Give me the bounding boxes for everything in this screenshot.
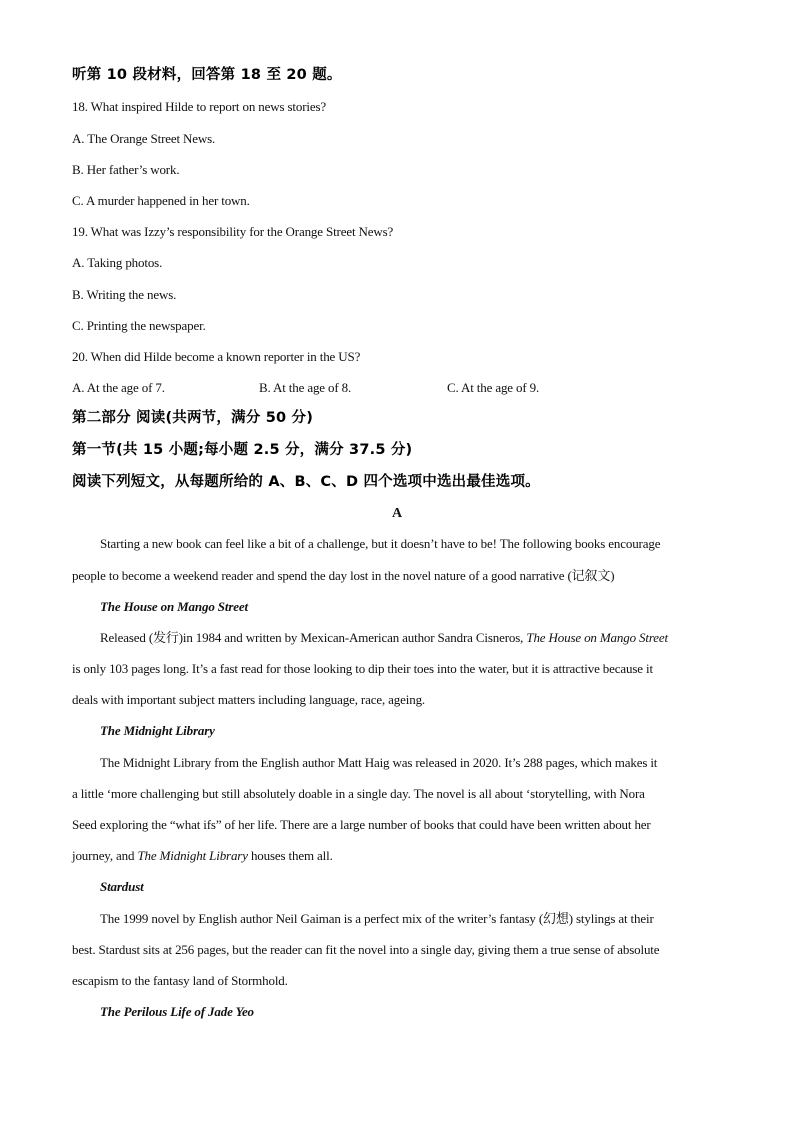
question-18-option-c: C. A murder happened in her town. (72, 193, 250, 208)
intro-line-1: Starting a new book can feel like a bit of a challenge, but it doesn’t have to be! The following books encourage (100, 536, 661, 551)
question-20-option-a: A. At the age of 7. (72, 380, 165, 395)
question-18-option-b: B. Her father’s work. (72, 162, 180, 177)
book-1-line-2: is only 103 pages long. It’s a fast read for those looking to dip their toes into the water, but it is attractive because it (72, 661, 653, 676)
book-2-line-2: a little ‘more challenging but still absolutely doable in a single day. The novel is all about ‘storytelling, with Nora (72, 786, 645, 801)
question-20-option-b: B. At the age of 8. (259, 380, 352, 395)
passage-label: A (392, 506, 402, 521)
book-2-line-3: Seed exploring the “what ifs” of her life. There are a large number of books that could have been written about her (72, 817, 651, 832)
book-2-line-4-post: houses them all. (247, 848, 333, 863)
question-18-option-a: A. The Orange Street News. (72, 131, 216, 146)
book-1-line-1-title-ref: The House on Mango Street (526, 630, 668, 645)
question-20-stem: 20. When did Hilde become a known reporter in the US? (72, 349, 361, 364)
book-2-line-1: The Midnight Library from the English author Matt Haig was released in 2020. It’s 288 pages, which makes it (100, 755, 658, 770)
question-18-stem: 18. What inspired Hilde to report on news stories? (72, 99, 327, 114)
book-4-title: The Perilous Life of Jade Yeo (100, 1004, 254, 1019)
book-1-title: The House on Mango Street (100, 599, 248, 614)
book-3-line-2: best. Stardust sits at 256 pages, but the reader can fit the novel into a single day, giving them a true sense of absolute (72, 942, 660, 957)
reading-section-title: 第一节(共 15 小题;每小题 2.5 分，满分 37.5 分) (72, 442, 413, 458)
book-1-line-1 (100, 629, 722, 647)
question-20-option-c: C. At the age of 9. (447, 380, 540, 395)
book-3-title: Stardust (100, 879, 144, 894)
question-19-stem: 19. What was Izzy’s responsibility for the Orange Street News? (72, 224, 394, 239)
question-19-option-b: B. Writing the news. (72, 287, 177, 302)
reading-instruction: 阅读下列短文，从每题所给的 A、B、C、D 四个选项中选出最佳选项。 (72, 474, 540, 490)
book-2-line-4-title-ref: The Midnight Library (137, 848, 248, 863)
listening-section-header: 听第 10 段材料，回答第 18 至 20 题。 (72, 67, 342, 83)
book-3-line-1: The 1999 novel by English author Neil Gaiman is a perfect mix of the writer’s fantasy (幻想) stylings at their (100, 911, 654, 926)
question-19-option-a: A. Taking photos. (72, 255, 163, 270)
book-2-line-4 (72, 847, 722, 865)
intro-line-2: people to become a weekend reader and spend the day lost in the novel nature of a good narrative (记叙文) (72, 568, 615, 583)
book-3-line-3: escapism to the fantasy land of Stormhold. (72, 973, 288, 988)
reading-part-title: 第二部分 阅读(共两节，满分 50 分) (72, 410, 314, 426)
book-2-title: The Midnight Library (100, 723, 215, 738)
book-2-line-4-pre: journey, and (72, 848, 138, 863)
book-1-line-1-text: Released (发行)in 1984 and written by Mexican-American author Sandra Cisneros, (100, 630, 527, 645)
question-19-option-c: C. Printing the newspaper. (72, 318, 206, 333)
book-1-line-3: deals with important subject matters including language, race, ageing. (72, 692, 426, 707)
